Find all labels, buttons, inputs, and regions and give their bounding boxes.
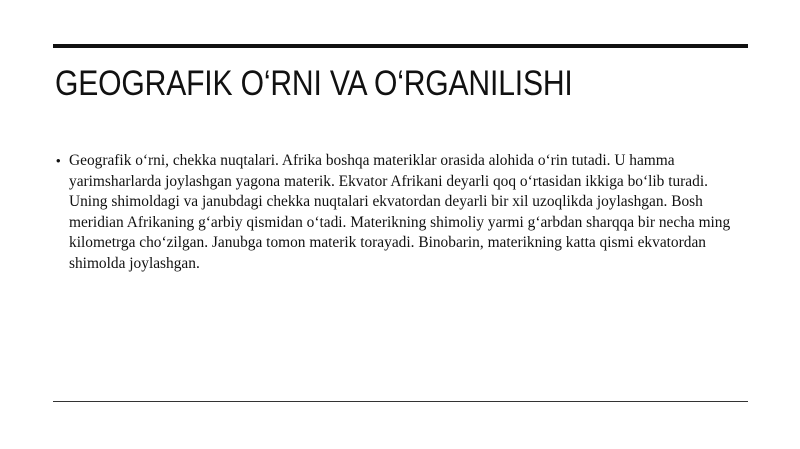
bullet-list [56,151,746,275]
top-divider [53,44,748,48]
bottom-divider [53,401,748,402]
bullet-marker: • [56,153,61,168]
slide-title: GEOGRAFIK O‘RNI VA O‘RGANILISHI [55,64,573,103]
bullet-paragraph: Geografik o‘rni, chekka nuqtalari. Afrika boshqa materiklar orasida alohida o‘rin tutadi. U hamma yarimsharlarda joylashgan yagona materik. Ekvator Afrikani deyarli qoq o‘rtasidan ikkiga bo‘lib turadi. Uning shimoldagi va janubdagi chekka nuqtalari ekvatordan deyarli bir xil uzoqlikda joylashgan. Bosh meridian Afrikaning g‘arbiy qismidan o‘tadi. Materikning shimoliy yarmi g‘arbdan sharqqa bir necha ming kilometrga cho‘zilgan. Janubga tomon materik torayadi. Binobarin, materikning katta qismi ekvatordan shimolda joylashgan. [69,152,731,272]
